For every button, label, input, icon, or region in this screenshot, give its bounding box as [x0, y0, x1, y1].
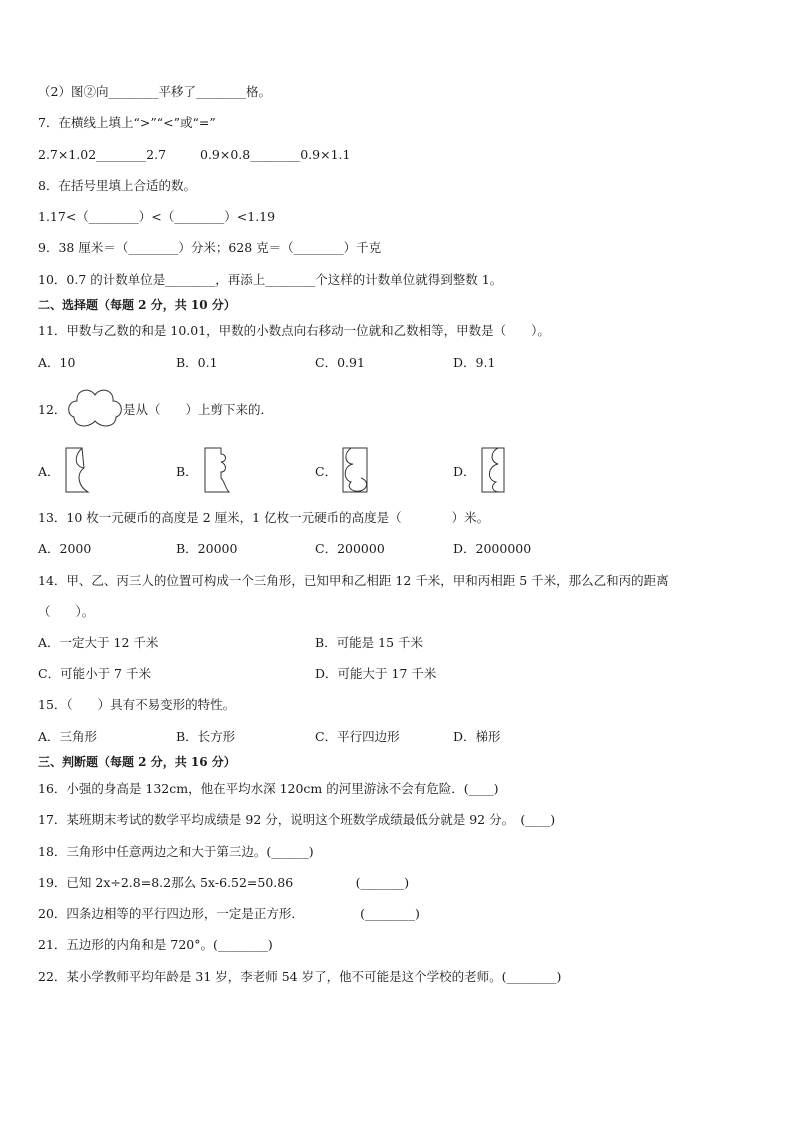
- q14-option-b: B．可能是 15 千米: [315, 635, 424, 650]
- question-16: 16．小强的身高是 132cm，他在平均水深 120cm 的河里游泳不会有危险．(____): [38, 781, 499, 796]
- q11-option-a: A．10: [38, 355, 76, 370]
- q13-option-c: C．200000: [315, 541, 385, 556]
- q11-option-b: B．0.1: [176, 355, 218, 370]
- question-7-b: 0.9×0.8________0.9×1.1: [200, 147, 351, 162]
- question-15: 15．（ ）具有不易变形的特性。: [38, 697, 236, 712]
- q15-option-a: A．三角形: [38, 729, 98, 744]
- section-2-heading: 二、选择题（每题 2 分，共 10 分）: [38, 298, 236, 312]
- question-18: 18．三角形中任意两边之和大于第三边。(______): [38, 844, 314, 859]
- q12-option-c-figure: [341, 446, 371, 494]
- question-20: 20．四条边相等的平行四边形，一定是正方形． (________): [38, 906, 420, 921]
- question-11: 11．甲数与乙数的和是 10.01，甲数的小数点向右移动一位就和乙数相等，甲数是（ ）。: [38, 323, 550, 338]
- q14-option-c: C．可能小于 7 千米: [38, 666, 151, 681]
- question-19: 19．已知 2x÷2.8=8.2那么 5x-6.52=50.86 (_______): [38, 875, 410, 890]
- q12-option-d: D．: [453, 464, 476, 479]
- section-3-heading: 三、判断题（每题 2 分，共 16 分）: [38, 755, 236, 769]
- question-6-part-2: （2）图②向________平移了________格。: [38, 84, 271, 99]
- q13-option-b: B．20000: [176, 541, 238, 556]
- question-7-a: 2.7×1.02________2.7: [38, 147, 167, 162]
- question-8: 8．在括号里填上合适的数。: [38, 178, 196, 193]
- question-22: 22．某小学教师平均年龄是 31 岁，李老师 54 岁了，他不可能是这个学校的老师。(________): [38, 969, 562, 984]
- question-13: 13．10 枚一元硬币的高度是 2 厘米，1 亿枚一元硬币的高度是（ ）米。: [38, 510, 490, 525]
- q12-option-c: C．: [315, 464, 338, 479]
- q15-option-c: C．平行四边形: [315, 729, 400, 744]
- question-10: 10．0.7 的计数单位是________，再添上________个这样的计数单位就得到整数 1。: [38, 272, 503, 287]
- q14-option-a: A．一定大于 12 千米: [38, 635, 159, 650]
- q12-option-b-figure: [203, 446, 231, 494]
- q11-option-d: D．9.1: [453, 355, 496, 370]
- q14-option-d: D．可能大于 17 千米: [315, 666, 437, 681]
- question-7: 7．在横线上填上“>”“<”或“=”: [38, 115, 216, 130]
- question-17: 17．某班期末考试的数学平均成绩是 92 分，说明这个班数学成绩最低分就是 92 分。 (____): [38, 812, 556, 827]
- question-8-a: 1.17<（________）<（________）<1.19: [38, 209, 276, 224]
- question-12-number: 12．: [38, 402, 67, 417]
- q13-option-a: A．2000: [38, 541, 92, 556]
- q12-option-a-figure: [64, 446, 90, 494]
- clover-shape-figure: [68, 385, 122, 431]
- question-12-text: 是从（ ）上剪下来的．: [123, 402, 274, 417]
- q13-option-d: D．2000000: [453, 541, 532, 556]
- question-9: 9．38 厘米＝（________）分米；628 克＝（________）千克: [38, 240, 382, 255]
- question-14-blank: （ ）。: [38, 604, 95, 619]
- q12-option-a: A．: [38, 464, 60, 479]
- q15-option-d: D．梯形: [453, 729, 501, 744]
- question-14: 14．甲、乙、丙三人的位置可构成一个三角形，已知甲和乙相距 12 千米，甲和丙相距 5 千米，那么乙和丙的距离: [38, 573, 669, 588]
- q12-option-d-figure: [480, 446, 508, 494]
- q15-option-b: B．长方形: [176, 729, 236, 744]
- question-21: 21．五边形的内角和是 720°。(________): [38, 937, 273, 952]
- q12-option-b: B．: [176, 464, 198, 479]
- q11-option-c: C．0.91: [315, 355, 365, 370]
